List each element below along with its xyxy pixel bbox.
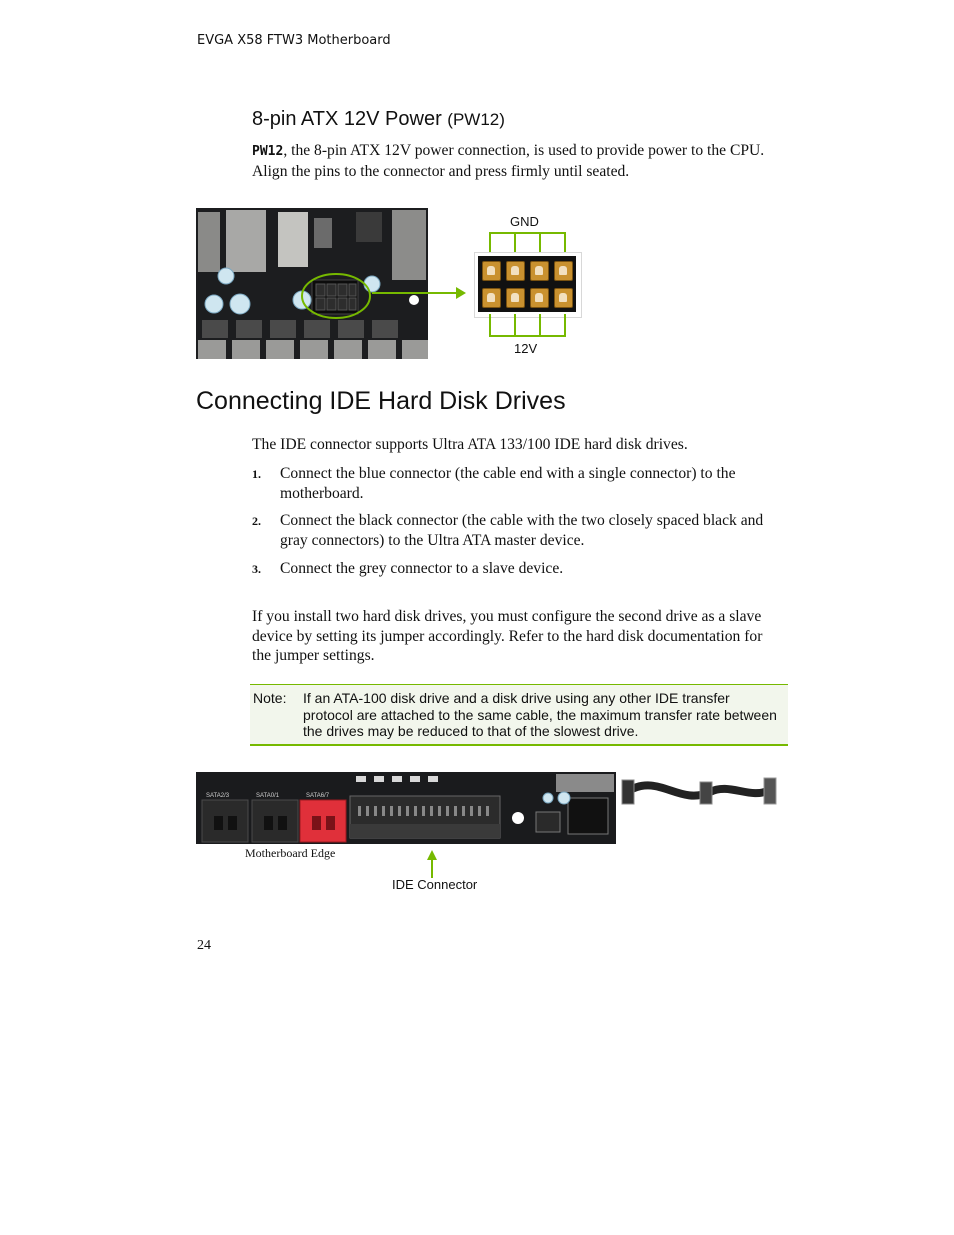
sata-label: SATA2/3 <box>206 793 230 799</box>
list-item-number: 3. <box>252 562 261 576</box>
connector-pin <box>482 261 501 281</box>
slave-config-paragraph: If you install two hard disk drives, you must configure the second drive as a slave device by setting its jumper accordingly. Refer to the hard disk documentation for the jumper settings. <box>252 608 763 664</box>
note-label: Note: <box>253 690 287 706</box>
section-heading-pw12 <box>252 108 505 131</box>
connector-pin <box>554 261 573 281</box>
pw12-lead: PW12 <box>252 144 284 159</box>
pw12-body: , the 8-pin ATX 12V power connection, is used to provide power to the CPU. Align the pins to the connector and press firmly until seated. <box>252 142 765 180</box>
pointer-arrow-icon <box>372 284 466 302</box>
ide-cable-photo <box>620 770 780 812</box>
eight-pin-connector-diagram <box>474 252 582 318</box>
ide-intro: The IDE connector supports Ultra ATA 133/100 IDE hard disk drives. <box>252 436 688 453</box>
note-text: If an ATA-100 disk drive and a disk drive using any other IDE transfer protocol are attached to the same cable, the maximum transfer rate between the drives may be reduced to that of the slowest drive. <box>303 690 777 739</box>
connector-pin <box>530 288 549 308</box>
gnd-label: GND <box>510 214 539 229</box>
ide-connector-caption: IDE Connector <box>392 877 478 892</box>
list-item <box>252 464 782 504</box>
12v-bracket <box>480 314 580 338</box>
page-number: 24 <box>197 938 211 953</box>
running-header: EVGA X58 FTW3 Motherboard <box>197 33 391 48</box>
section-heading-pw12-text: 8-pin ATX 12V Power <box>252 108 442 130</box>
list-item-number: 2. <box>252 514 261 528</box>
list-item <box>252 511 782 551</box>
connector-pin <box>530 261 549 281</box>
pw12-description <box>252 141 782 181</box>
connector-pin <box>506 288 525 308</box>
note-box <box>250 684 788 746</box>
list-item-text: Connect the black connector (the cable with the two closely spaced black and gray connectors) to the Ultra ATA master device. <box>280 512 764 549</box>
sata-label: SATA0/1 <box>256 793 280 799</box>
connector-pin <box>482 288 501 308</box>
list-item-number: 1. <box>252 467 261 481</box>
section-heading-pw12-paren: (PW12) <box>447 110 505 129</box>
list-item-text: Connect the blue connector (the cable end with a single connector) to the motherboard. <box>280 465 736 502</box>
sata-label: SATA6/7 <box>306 793 330 799</box>
up-arrow-icon <box>425 850 439 880</box>
motherboard-edge-caption: Motherboard Edge <box>245 846 336 860</box>
connector-pin <box>554 288 573 308</box>
section-heading-ide: Connecting IDE Hard Disk Drives <box>196 387 566 415</box>
connector-pin <box>506 261 525 281</box>
list-item-text: Connect the grey connector to a slave device. <box>280 560 564 577</box>
12v-label: 12V <box>514 341 538 356</box>
gnd-bracket <box>480 231 580 253</box>
list-item <box>252 559 782 579</box>
